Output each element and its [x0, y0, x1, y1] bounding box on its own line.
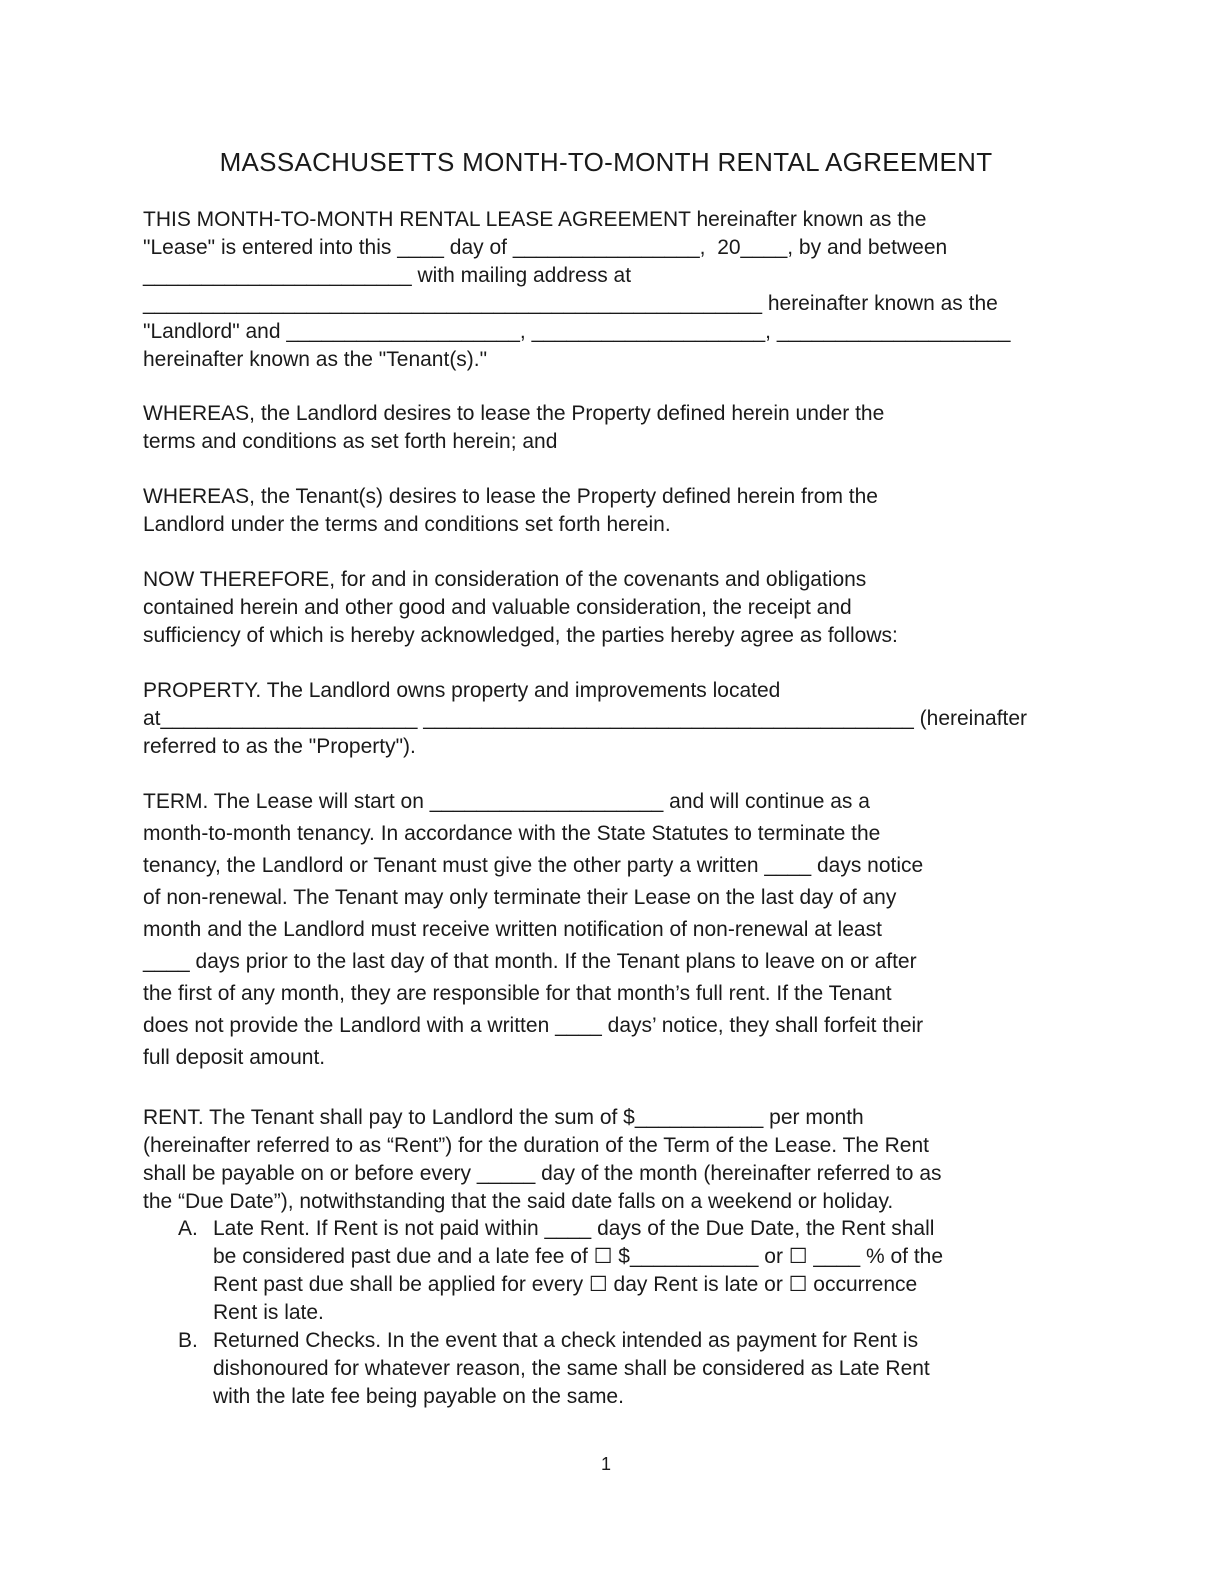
list-item	[178, 1327, 1083, 1411]
intro-paragraph: THIS MONTH-TO-MONTH RENTAL LEASE AGREEMENT hereinafter known as the "Lease" is entered into this ____ day of ________________, 20____, by and between _______________________ with mailing address at _____________________________________________________ hereinafter known as the "Landlord" and ____________________, ____________________, ____________________ hereinafter known as the "Tenant(s)."	[143, 208, 1011, 371]
whereas-landlord-paragraph: WHEREAS, the Landlord desires to lease the Property defined herein under the terms and conditions as set forth herein; and	[143, 402, 885, 453]
rent-sub-list	[178, 1215, 1083, 1411]
list-item	[178, 1215, 1083, 1327]
document-title: MASSACHUSETTS MONTH-TO-MONTH RENTAL AGREEMENT	[219, 147, 993, 177]
late-rent-clause: Late Rent. If Rent is not paid within ____ days of the Due Date, the Rent shall be considered past due and a late fee of ☐ $___________ or ☐ ____ % of the Rent past due shall be applied for every ☐ day Rent is late or ☐ occurrence Rent is late.	[213, 1217, 944, 1324]
returned-checks-clause: Returned Checks. In the event that a check intended as payment for Rent is dishonoured for whatever reason, the same shall be considered as Late Rent with the late fee being payable on the same.	[213, 1329, 930, 1408]
term-paragraph: TERM. The Lease will start on ____________________ and will continue as a month-to-month tenancy. In accordance with the State Statutes to terminate the tenancy, the Landlord or Tenant must give the other party a written ____ days notice of non-renewal. The Tenant may only terminate their Lease on the last day of any month and the Landlord must receive written notification of non-renewal at least ____ days prior to the last day of that month. If the Tenant plans to leave on or after the first of any month, they are responsible for that month’s full rent. If the Tenant does not provide the Landlord with a written ____ days’ notice, they shall forfeit their full deposit amount.	[143, 790, 924, 1069]
rent-paragraph: RENT. The Tenant shall pay to Landlord the sum of $___________ per month (hereinafter referred to as “Rent”) for the duration of the Term of the Lease. The Rent shall be payable on or before every _____ day of the month (hereinafter referred to as the “Due Date”), notwithstanding that the said date falls on a weekend or holiday.	[143, 1106, 942, 1213]
property-paragraph: PROPERTY. The Landlord owns property and improvements located at______________________ __________________________________________ (hereinafter referred to as the "Property").	[143, 679, 1028, 758]
page-number: 1	[600, 1454, 611, 1474]
now-therefore-paragraph: NOW THEREFORE, for and in consideration of the covenants and obligations contained herein and other good and valuable consideration, the receipt and sufficiency of which is hereby acknowledged, the parties hereby agree as follows:	[143, 568, 898, 647]
whereas-tenant-paragraph: WHEREAS, the Tenant(s) desires to lease the Property defined herein from the Landlord under the terms and conditions set forth herein.	[143, 485, 878, 536]
list-marker: A.	[178, 1217, 198, 1240]
list-marker: B.	[178, 1329, 198, 1352]
